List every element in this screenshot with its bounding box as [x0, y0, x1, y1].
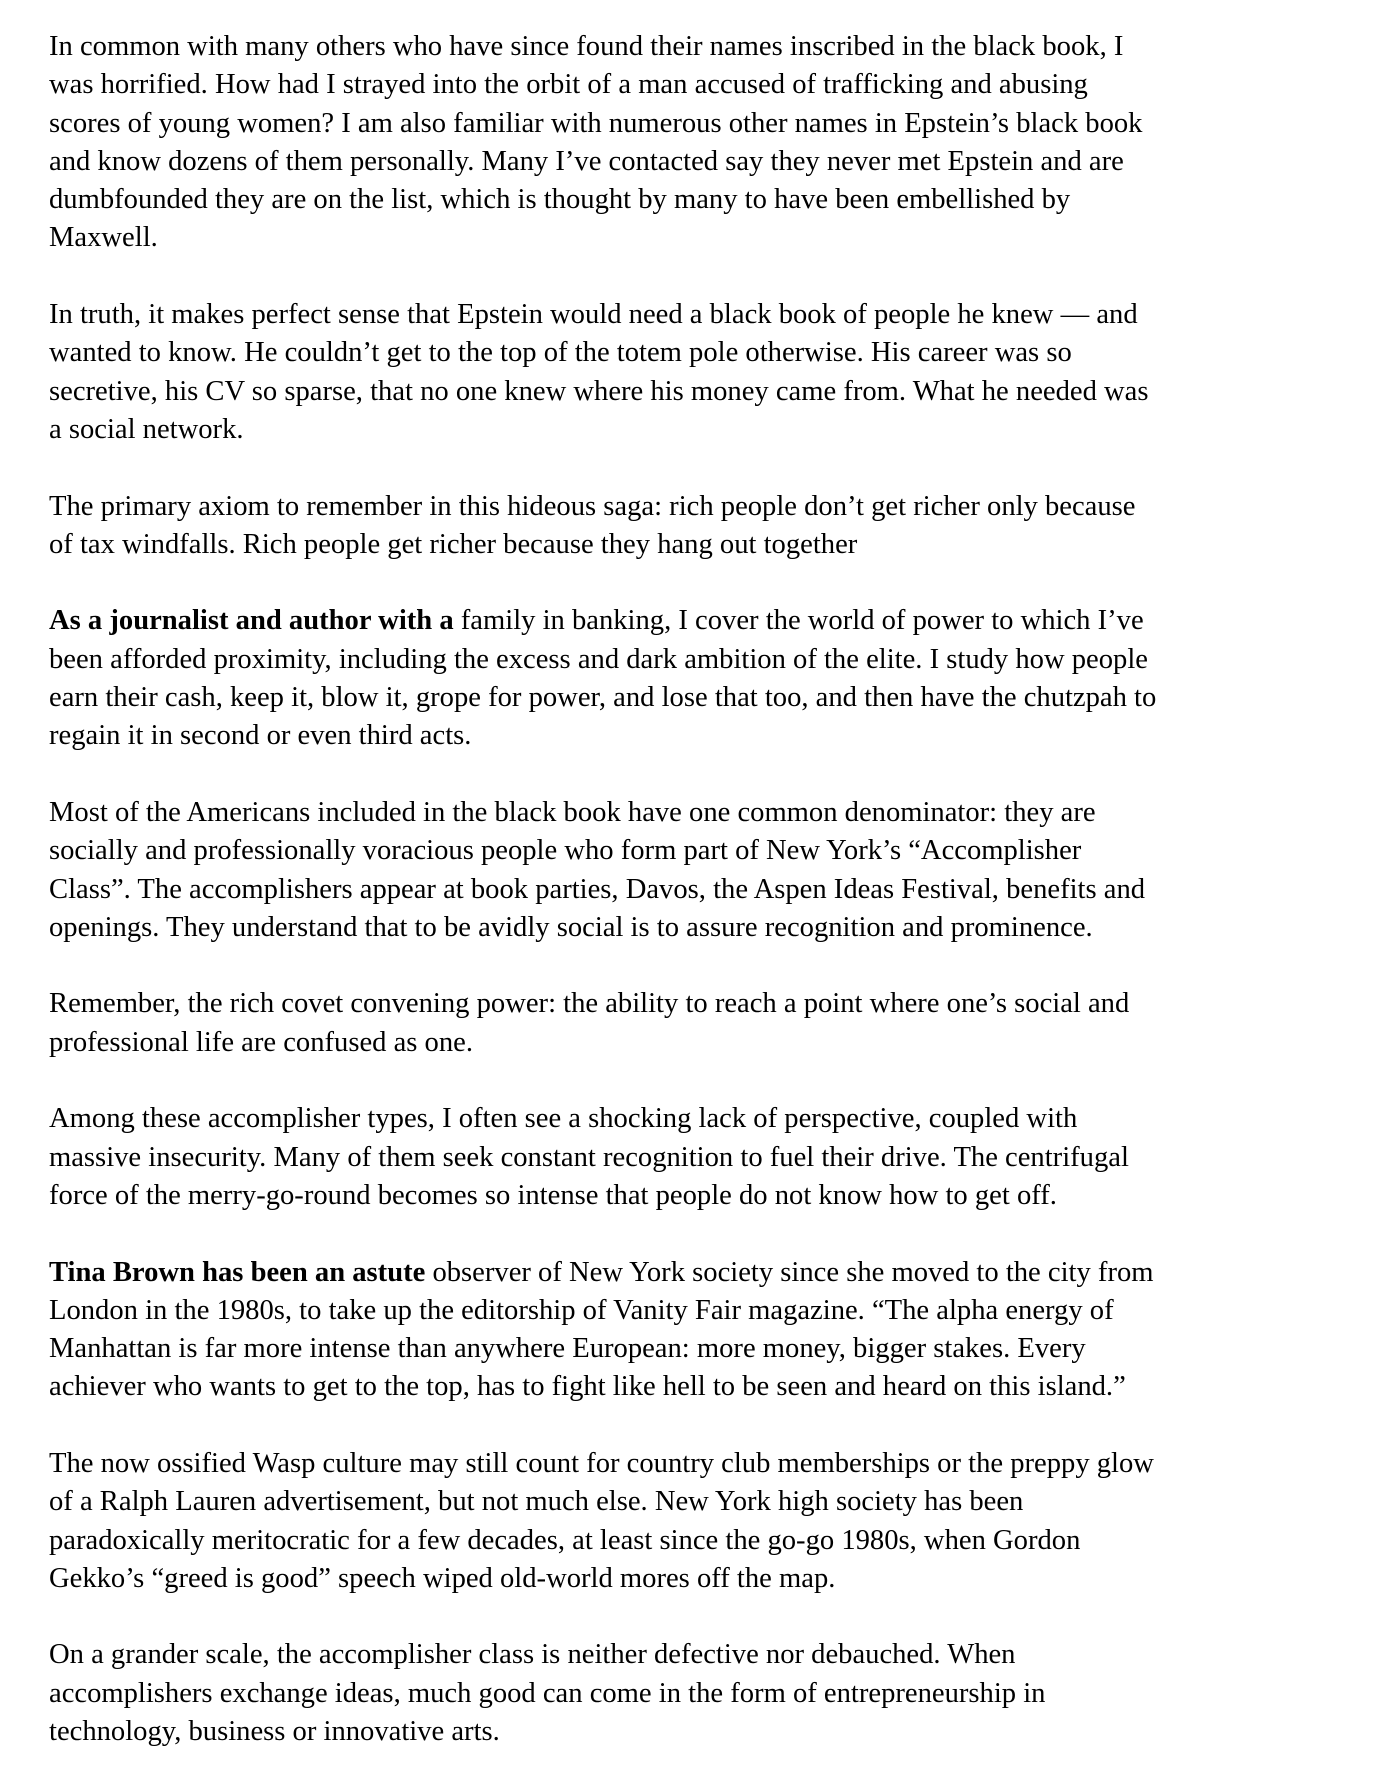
paragraph-5 [49, 794, 1369, 947]
document-page [49, 28, 1369, 1751]
text-line: Most of the Americans included in the black book have one common denominator: they are [49, 796, 1096, 828]
text-line: and know dozens of them personally. Many I’ve contacted say they never met Epstein and are [49, 145, 1124, 177]
text-line: technology, business or innovative arts. [49, 1716, 500, 1748]
text-line: earn their cash, keep it, blow it, grope for power, and lose that too, and then have the chutzpah to [49, 682, 1157, 714]
text-line: observer of New York society since she moved to the city from [425, 1256, 1154, 1288]
text-line: secretive, his CV so sparse, that no one knew where his money came from. What he needed was [49, 375, 1149, 407]
text-line: massive insecurity. Many of them seek constant recognition to fuel their drive. The centrifugal [49, 1141, 1129, 1173]
paragraph-10 [49, 1636, 1369, 1751]
text-line: been afforded proximity, including the excess and dark ambition of the elite. I study how people [49, 643, 1148, 675]
paragraph-8 [49, 1254, 1369, 1407]
paragraph-4 [49, 602, 1369, 755]
text-line: Manhattan is far more intense than anywhere European: more money, bigger stakes. Every [49, 1333, 1086, 1365]
paragraph-9 [49, 1445, 1369, 1598]
text-line: Gekko’s “greed is good” speech wiped old-world mores off the map. [49, 1562, 836, 1594]
text-line: In common with many others who have since found their names inscribed in the black book, I [49, 31, 1124, 62]
text-line: family in banking, I cover the world of power to which I’ve [453, 605, 1144, 637]
paragraph-3 [49, 488, 1369, 565]
text-line: regain it in second or even third acts. [49, 720, 472, 752]
paragraph-7 [49, 1100, 1369, 1215]
text-line: dumbfounded they are on the list, which is thought by many to have been embellished by [49, 184, 1071, 216]
text-line: achiever who wants to get to the top, has to fight like hell to be seen and heard on this island.” [49, 1371, 1126, 1403]
paragraph-6 [49, 985, 1369, 1062]
paragraph-lead-in: As a journalist and author with a [49, 605, 454, 637]
text-line: The now ossified Wasp culture may still count for country club memberships or the preppy glow [49, 1447, 1154, 1479]
text-line: Among these accomplisher types, I often see a shocking lack of perspective, coupled with [49, 1103, 1078, 1135]
text-line: was horrified. How had I strayed into the orbit of a man accused of trafficking and abusing [49, 69, 1088, 101]
text-line: of tax windfalls. Rich people get richer because they hang out together [49, 528, 858, 560]
text-line: professional life are confused as one. [49, 1026, 473, 1058]
text-line: paradoxically meritocratic for a few decades, at least since the go-go 1980s, when Gordon [49, 1524, 1081, 1556]
paragraph-lead-in: Tina Brown has been an astute [49, 1256, 426, 1288]
paragraph-1 [49, 28, 1369, 258]
text-line: Class”. The accomplishers appear at book parties, Davos, the Aspen Ideas Festival, benefits and [49, 873, 1146, 905]
text-line: Maxwell. [49, 222, 158, 254]
text-line: Remember, the rich covet convening power: the ability to reach a point where one’s social and [49, 988, 1130, 1020]
text-line: of a Ralph Lauren advertisement, but not much else. New York high society has been [49, 1486, 1024, 1518]
text-line: a social network. [49, 413, 244, 445]
paragraph-2 [49, 296, 1369, 449]
text-line: scores of young women? I am also familiar with numerous other names in Epstein’s black book [49, 107, 1143, 139]
text-line: force of the merry-go-round becomes so intense that people do not know how to get off. [49, 1179, 1057, 1211]
text-line: On a grander scale, the accomplisher class is neither defective nor debauched. When [49, 1639, 1016, 1671]
text-line: openings. They understand that to be avidly social is to assure recognition and prominence. [49, 911, 1093, 943]
text-line: accomplishers exchange ideas, much good can come in the form of entrepreneurship in [49, 1677, 1046, 1709]
text-line: In truth, it makes perfect sense that Epstein would need a black book of people he knew — and [49, 299, 1138, 331]
text-line: The primary axiom to remember in this hideous saga: rich people don’t get richer only because [49, 490, 1136, 522]
text-line: London in the 1980s, to take up the editorship of Vanity Fair magazine. “The alpha energy of [49, 1294, 1114, 1326]
text-line: socially and professionally voracious people who form part of New York’s “Accomplisher [49, 835, 1082, 867]
text-line: wanted to know. He couldn’t get to the top of the totem pole otherwise. His career was so [49, 337, 1072, 369]
